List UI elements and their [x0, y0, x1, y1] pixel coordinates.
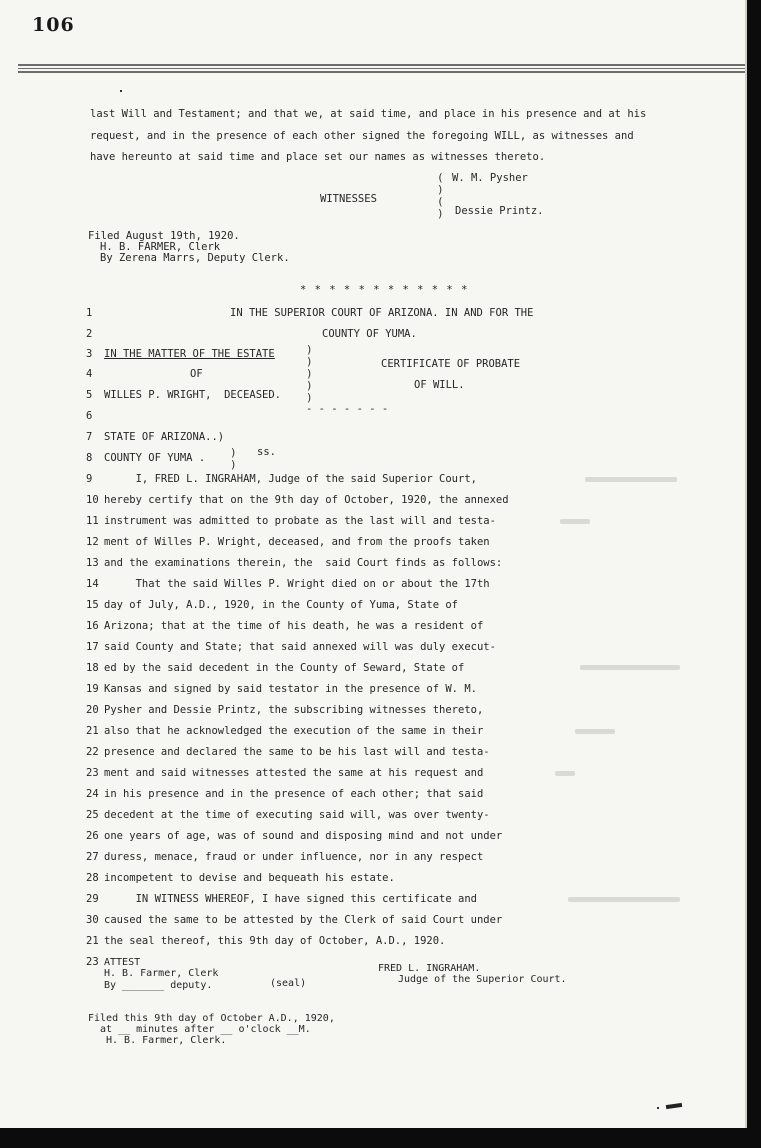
- line-number: 12: [86, 536, 99, 548]
- bleed-through-mark: [575, 729, 615, 734]
- filed-line: Filed August 19th, 1920.: [88, 230, 240, 242]
- body-line: caused the same to be attested by the Clerk of said Court under: [104, 914, 503, 926]
- caption-left-line: IN THE MATTER OF THE ESTATE: [104, 348, 275, 360]
- separator-stars: * * * * * * * * * * * *: [300, 284, 469, 296]
- witness-bracket: ( ) ( ): [437, 171, 444, 220]
- line-number: 14: [86, 578, 99, 590]
- body-line: the seal thereof, this 9th day of October, A.D., 1920.: [104, 935, 446, 947]
- line-number: 13: [86, 557, 99, 569]
- line-number: 25: [86, 809, 99, 821]
- venue-county: COUNTY OF YUMA .: [104, 452, 206, 464]
- venue-bracket: ) ): [230, 446, 237, 471]
- line-number: 8: [86, 452, 93, 464]
- witnesses-label: WITNESSES: [320, 193, 377, 205]
- body-line: Arizona; that at the time of his death, he was a resident of: [104, 620, 484, 632]
- intro-line: request, and in the presence of each other signed the foregoing WILL, as witnesses and: [90, 130, 634, 142]
- body-line: incompetent to devise and bequeath his estate.: [104, 872, 395, 884]
- line-number: 1: [86, 307, 93, 319]
- ink-dot: [120, 90, 122, 92]
- body-line: day of July, A.D., 1920, in the County of Yuma, State of: [104, 599, 459, 611]
- body-line: presence and declared the same to be his last will and testa-: [104, 746, 490, 758]
- line-number: 7: [86, 431, 93, 443]
- seal-mark: (seal): [270, 978, 307, 989]
- line-number: 6: [86, 410, 93, 422]
- intro-line: last Will and Testament; and that we, at said time, and place in his presence and at his: [90, 108, 647, 120]
- line-number: 24: [86, 788, 99, 800]
- caption-right-line: OF WILL.: [414, 379, 465, 391]
- line-number: 4: [86, 368, 93, 380]
- ink-dot: [657, 1107, 659, 1109]
- body-line: said County and State; that said annexed will was duly execut-: [104, 641, 496, 653]
- caption-bracket: ) ) ) ) ): [306, 343, 313, 404]
- venue-ss: ss.: [257, 446, 276, 458]
- body-line: Kansas and signed by said testator in the presence of W. M.: [104, 683, 477, 695]
- page-number: 106: [32, 14, 75, 36]
- line-number: 30: [86, 914, 99, 926]
- bleed-through-mark: [580, 665, 680, 670]
- line-number: 2: [86, 328, 93, 340]
- attest-label: ATTEST: [104, 957, 141, 968]
- caption-dashes: - - - - - - -: [306, 403, 389, 415]
- body-line: hereby certify that on the 9th day of October, 1920, the annexed: [104, 494, 509, 506]
- body-line: one years of age, was of sound and disposing mind and not under: [104, 830, 503, 842]
- body-line: in his presence and in the presence of each other; that said: [104, 788, 484, 800]
- body-line: I, FRED L. INGRAHAM, Judge of the said Superior Court,: [104, 473, 477, 485]
- line-number: 23: [86, 767, 99, 779]
- judge-name: FRED L. INGRAHAM.: [378, 963, 481, 974]
- body-line: ed by the said decedent in the County of Seward, State of: [104, 662, 465, 674]
- filed-second-line: at __ minutes after __ o'clock __M.: [100, 1024, 311, 1035]
- line-number: 15: [86, 599, 99, 611]
- court-heading: IN THE SUPERIOR COURT OF ARIZONA. IN AND FOR THE: [230, 307, 534, 319]
- attest-deputy: By _______ deputy.: [104, 980, 213, 991]
- caption-right-line: CERTIFICATE OF PROBATE: [381, 358, 521, 370]
- line-number: 11: [86, 515, 99, 527]
- filed-line: H. B. FARMER, Clerk: [100, 241, 221, 253]
- attest-clerk: H. B. Farmer, Clerk: [104, 968, 219, 979]
- line-number: 5: [86, 389, 93, 401]
- line-number: 27: [86, 851, 99, 863]
- line-number: 23: [86, 956, 99, 968]
- body-line: duress, menace, fraud or under influence, nor in any respect: [104, 851, 484, 863]
- body-line: decedent at the time of executing said will, was over twenty-: [104, 809, 490, 821]
- ink-smudge: [666, 1103, 682, 1109]
- line-number: 21: [86, 725, 99, 737]
- line-number: 28: [86, 872, 99, 884]
- filed-second-line: Filed this 9th day of October A.D., 1920,: [88, 1013, 335, 1024]
- line-number: 16: [86, 620, 99, 632]
- line-number: 20: [86, 704, 99, 716]
- caption-left-line: OF: [190, 368, 203, 380]
- body-line: IN WITNESS WHEREOF, I have signed this certificate and: [104, 893, 477, 905]
- body-line: ment and said witnesses attested the same at his request and: [104, 767, 484, 779]
- intro-line: have hereunto at said time and place set our names as witnesses thereto.: [90, 151, 546, 163]
- body-line: Pysher and Dessie Printz, the subscribing witnesses thereto,: [104, 704, 484, 716]
- line-number: 21: [86, 935, 99, 947]
- line-number: 9: [86, 473, 93, 485]
- body-line: That the said Willes P. Wright died on or about the 17th: [104, 578, 490, 590]
- witness-name: Dessie Printz.: [455, 205, 544, 217]
- filed-line: By Zerena Marrs, Deputy Clerk.: [100, 252, 290, 264]
- line-number: 10: [86, 494, 99, 506]
- body-line: and the examinations therein, the said Court finds as follows:: [104, 557, 503, 569]
- line-number: 19: [86, 683, 99, 695]
- filed-second-line: H. B. Farmer, Clerk.: [106, 1035, 227, 1046]
- header-rule-bottom: [18, 71, 745, 73]
- line-number: 29: [86, 893, 99, 905]
- judge-title: Judge of the Superior Court.: [398, 974, 567, 985]
- bleed-through-mark: [568, 897, 680, 902]
- witness-name: W. M. Pysher: [452, 172, 528, 184]
- header-rule-mid: [18, 68, 745, 69]
- bleed-through-mark: [555, 771, 575, 776]
- body-line: instrument was admitted to probate as the last will and testa-: [104, 515, 496, 527]
- header-rule-top: [18, 64, 745, 66]
- bleed-through-mark: [585, 477, 677, 482]
- line-number: 22: [86, 746, 99, 758]
- caption-left-line: WILLES P. WRIGHT, DECEASED.: [104, 389, 282, 401]
- line-number: 3: [86, 348, 93, 360]
- body-line: ment of Willes P. Wright, deceased, and from the proofs taken: [104, 536, 490, 548]
- court-county: COUNTY OF YUMA.: [322, 328, 417, 340]
- bleed-through-mark: [560, 519, 590, 524]
- body-line: also that he acknowledged the execution of the same in their: [104, 725, 484, 737]
- line-number: 18: [86, 662, 99, 674]
- line-number: 17: [86, 641, 99, 653]
- venue-state: STATE OF ARIZONA..): [104, 431, 225, 443]
- line-number: 26: [86, 830, 99, 842]
